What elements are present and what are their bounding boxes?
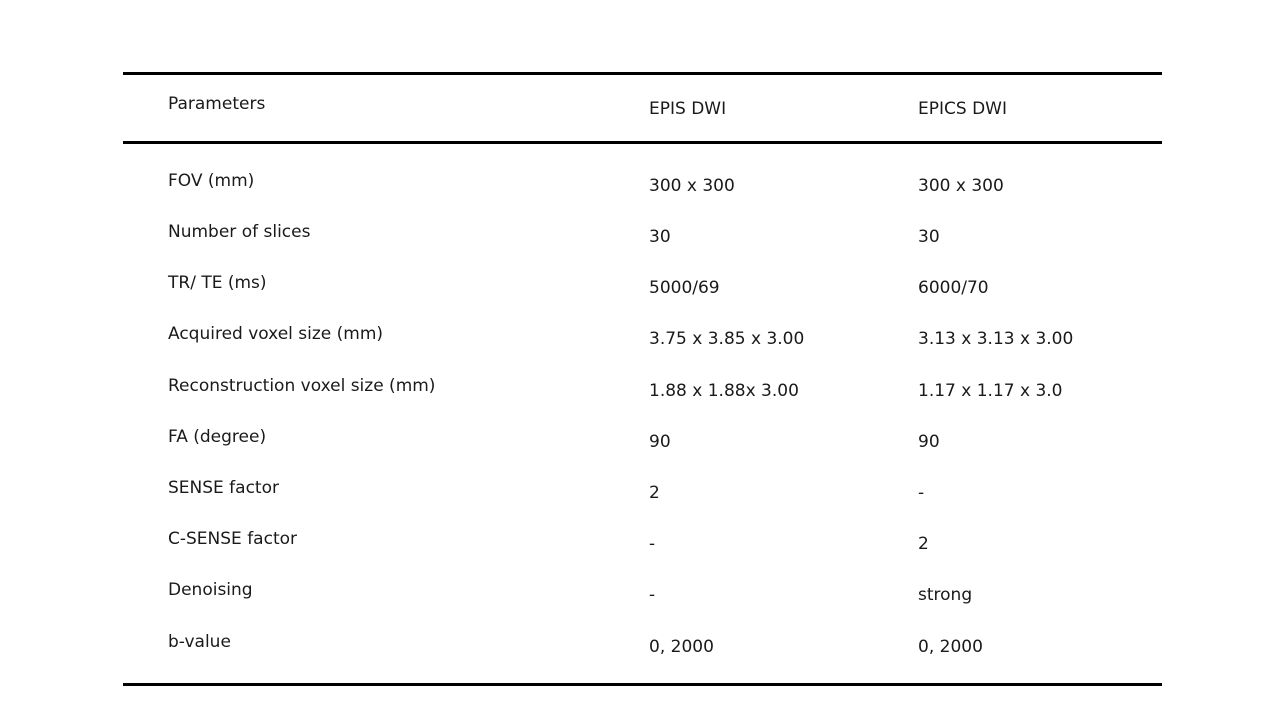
table-bottom-rule [123, 683, 1162, 686]
row-epics-value: 2 [918, 534, 929, 554]
row-parameter: FA (degree) [168, 427, 267, 447]
row-epics-value: 3.13 x 3.13 x 3.00 [918, 329, 1074, 349]
row-parameter: b-value [168, 632, 231, 652]
row-epics-value: 90 [918, 432, 940, 452]
row-parameter: Number of slices [168, 222, 311, 242]
row-epis-value: - [649, 534, 656, 554]
row-epis-value: 2 [649, 483, 660, 503]
row-epics-value: strong [918, 585, 973, 605]
row-parameter: Reconstruction voxel size (mm) [168, 376, 436, 396]
row-parameter: Denoising [168, 580, 253, 600]
row-epis-value: 30 [649, 227, 671, 247]
header-epics-dwi: EPICS DWI [918, 99, 1007, 119]
row-epics-value: 0, 2000 [918, 637, 983, 657]
row-epis-value: 0, 2000 [649, 637, 714, 657]
row-parameter: Acquired voxel size (mm) [168, 324, 384, 344]
row-epis-value: 3.75 x 3.85 x 3.00 [649, 329, 805, 349]
row-epis-value: 5000/69 [649, 278, 720, 298]
row-epics-value: 6000/70 [918, 278, 989, 298]
row-epics-value: - [918, 483, 925, 503]
row-epics-value: 30 [918, 227, 940, 247]
row-parameter: TR/ TE (ms) [168, 273, 267, 293]
table-top-rule [123, 72, 1162, 75]
row-epis-value: 1.88 x 1.88x 3.00 [649, 381, 799, 401]
row-epis-value: 300 x 300 [649, 176, 735, 196]
row-epics-value: 300 x 300 [918, 176, 1004, 196]
row-parameter: C-SENSE factor [168, 529, 297, 549]
row-epis-value: 90 [649, 432, 671, 452]
row-epics-value: 1.17 x 1.17 x 3.0 [918, 381, 1063, 401]
table-header-rule [123, 141, 1162, 144]
header-epis-dwi: EPIS DWI [649, 99, 727, 119]
row-epis-value: - [649, 585, 656, 605]
row-parameter: FOV (mm) [168, 171, 255, 191]
header-parameters: Parameters [168, 94, 266, 114]
row-parameter: SENSE factor [168, 478, 279, 498]
